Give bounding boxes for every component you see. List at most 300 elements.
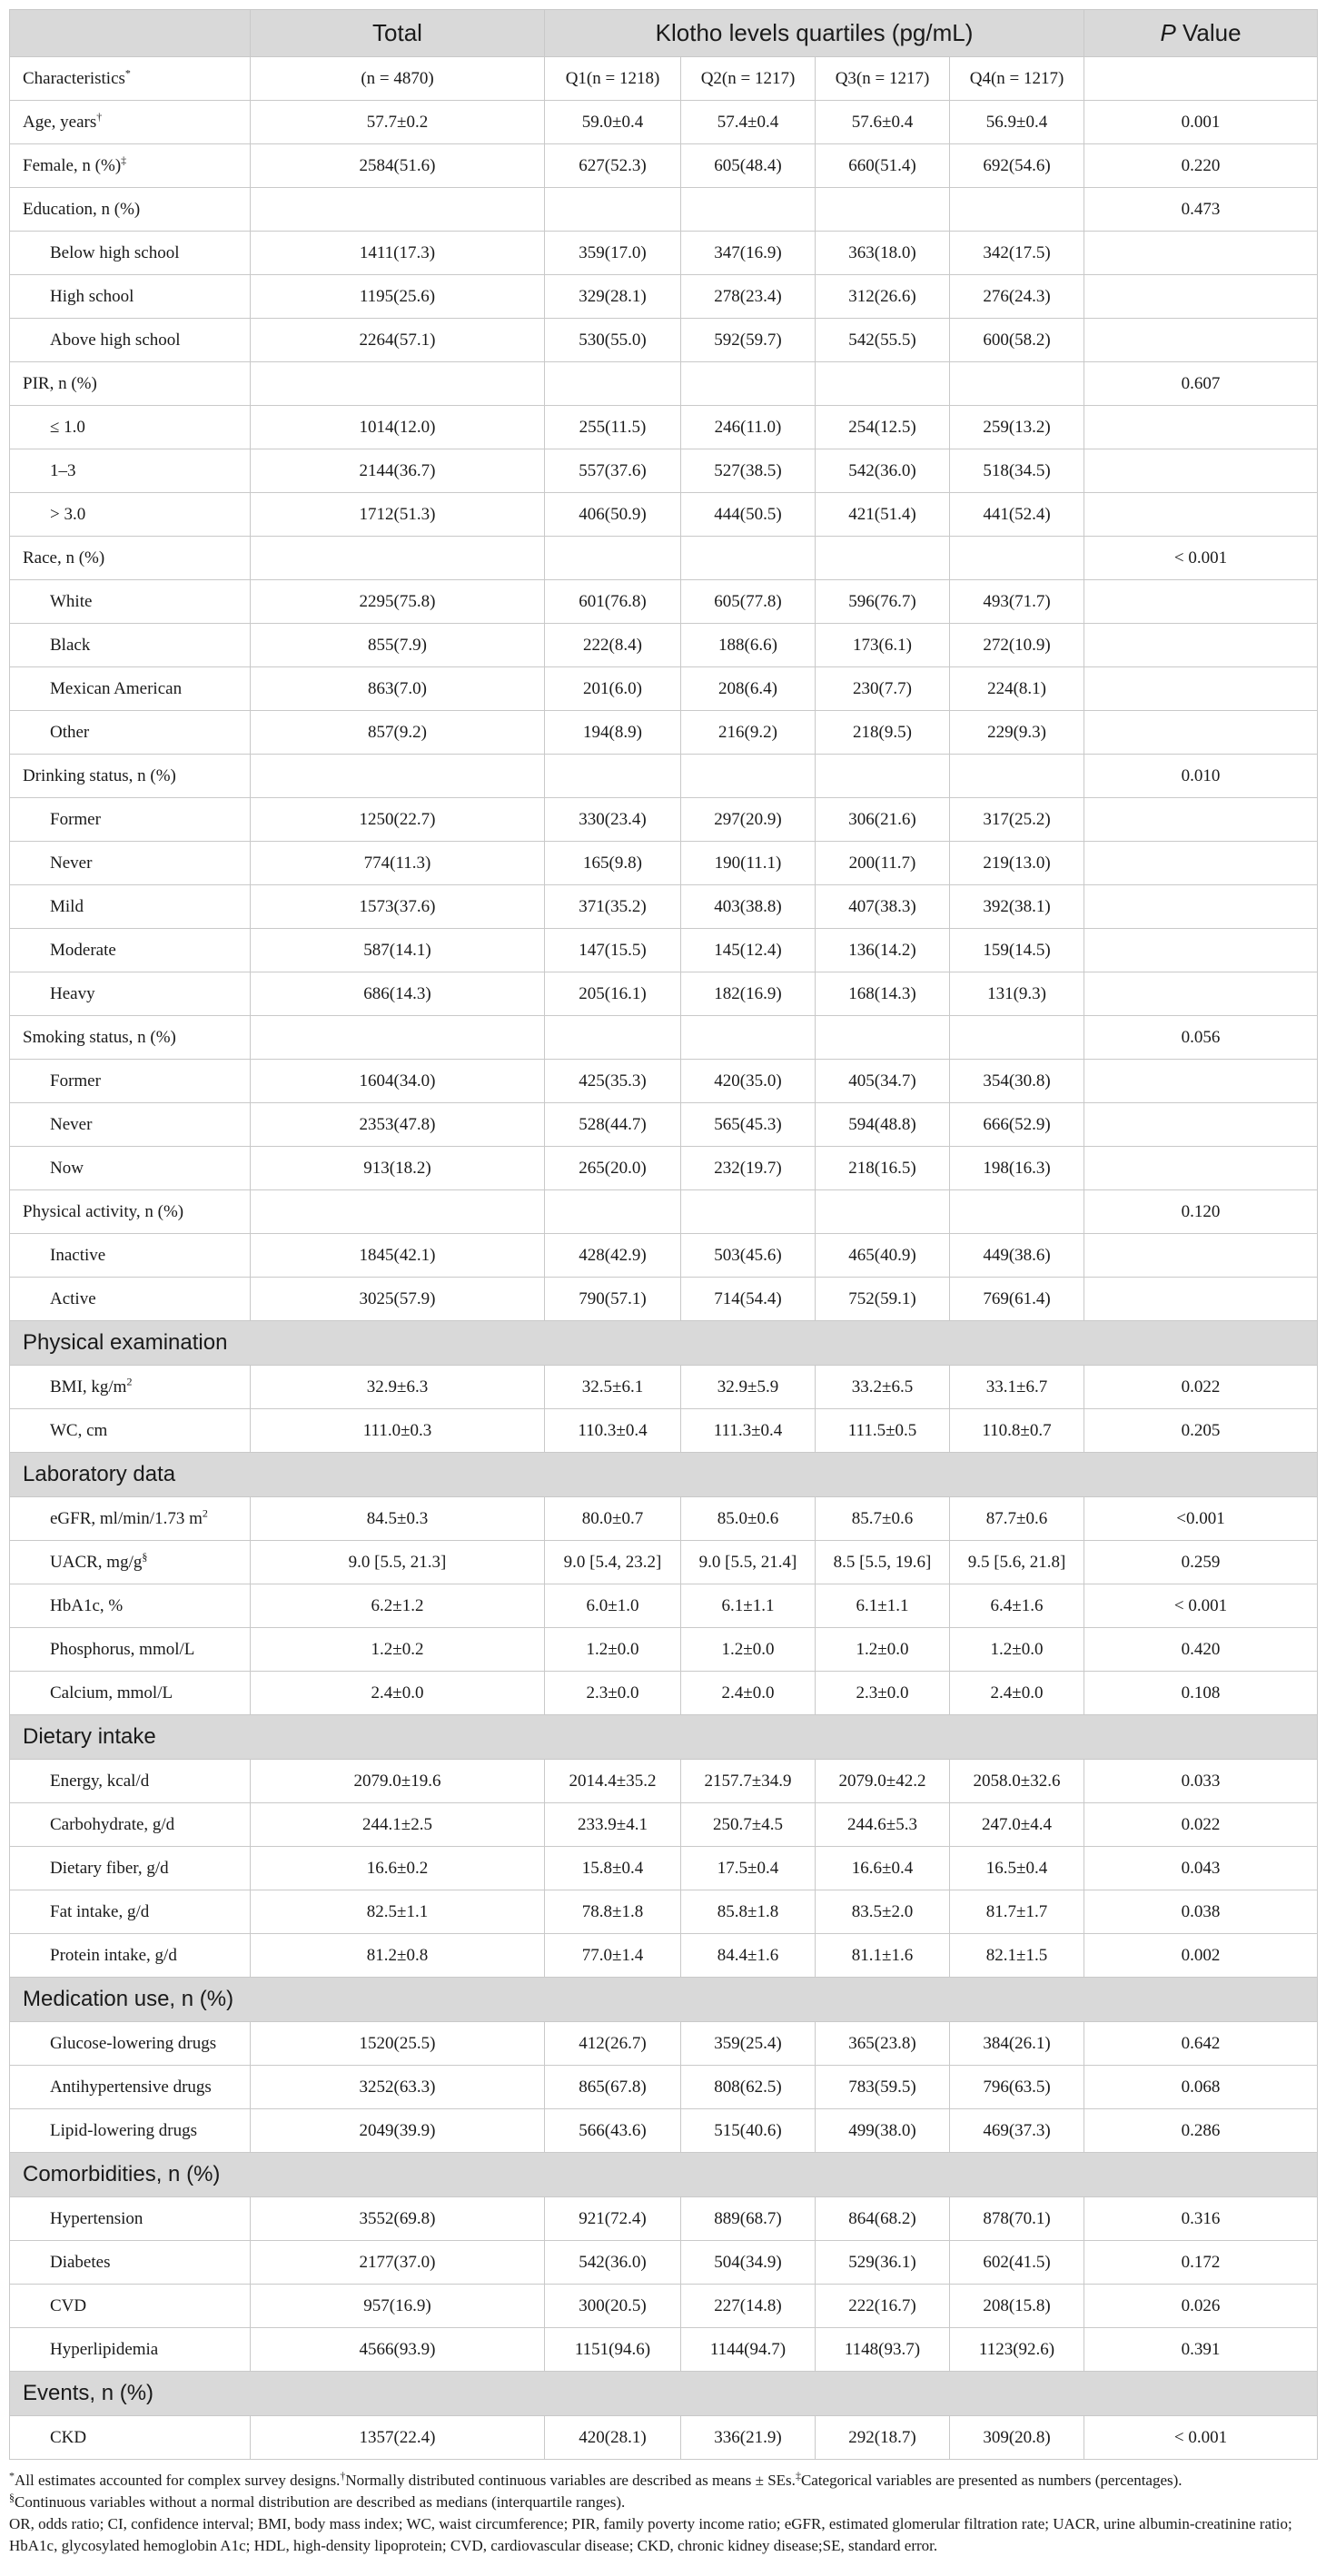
row-label: [10, 1409, 251, 1453]
value-cell: 2.4±0.0: [251, 1672, 545, 1715]
value-cell: 441(52.4): [950, 493, 1084, 537]
row-label-superscript: 2: [202, 1506, 208, 1520]
value-cell: 3552(69.8): [251, 2197, 545, 2241]
value-cell: 16.6±0.4: [816, 1847, 950, 1890]
value-cell: 2295(75.8): [251, 580, 545, 624]
table-row: [10, 580, 1318, 624]
value-cell: [816, 188, 950, 232]
row-label-text: eGFR, ml/min/1.73 m: [50, 1508, 203, 1528]
value-cell: [251, 1190, 545, 1234]
value-cell: 666(52.9): [950, 1103, 1084, 1147]
value-cell: 190(11.1): [681, 842, 816, 885]
value-cell: 600(58.2): [950, 319, 1084, 362]
row-label-text: > 3.0: [50, 504, 86, 524]
value-cell: 250.7±4.5: [681, 1803, 816, 1847]
value-cell: 1.2±0.0: [950, 1628, 1084, 1672]
value-cell: 110.8±0.7: [950, 1409, 1084, 1453]
row-label-text: Other: [50, 722, 90, 742]
table-row: [10, 1016, 1318, 1060]
value-cell: 1357(22.4): [251, 2416, 545, 2460]
footnote-abbreviations: OR, odds ratio; CI, confidence interval; BMI, body mass index; WC, waist circumference; PIR, family poverty income ratio; eGFR, estimated glomerular filtration rate; UACR, urine albumin-creatinine ratio; HbA1c, glycosylated hemoglobin A1c; HDL, high-density lipoprotein; CVD, cardiovascular disease; CKD, chronic kidney disease;SE, standard error.: [9, 2515, 1292, 2554]
p-value-cell: 0.259: [1084, 1541, 1318, 1584]
row-label: [10, 1147, 251, 1190]
value-cell: 420(28.1): [545, 2416, 681, 2460]
header-p-value: [1084, 10, 1318, 57]
value-cell: 32.9±5.9: [681, 1366, 816, 1409]
p-value-cell: 0.205: [1084, 1409, 1318, 1453]
value-cell: 254(12.5): [816, 406, 950, 449]
p-value-cell: 0.607: [1084, 362, 1318, 406]
value-cell: 363(18.0): [816, 232, 950, 275]
value-cell: 131(9.3): [950, 972, 1084, 1016]
table-row: [10, 2285, 1318, 2328]
value-cell: 2079.0±42.2: [816, 1760, 950, 1803]
value-cell: 428(42.9): [545, 1234, 681, 1278]
value-cell: 1148(93.7): [816, 2328, 950, 2372]
value-cell: [816, 1190, 950, 1234]
table-row: [10, 1760, 1318, 1803]
row-label-text: Active: [50, 1288, 96, 1308]
value-cell: 857(9.2): [251, 711, 545, 755]
p-value-cell: [1084, 842, 1318, 885]
value-cell: 85.7±0.6: [816, 1497, 950, 1541]
row-label: [10, 144, 251, 188]
value-cell: 9.5 [5.6, 21.8]: [950, 1541, 1084, 1584]
row-label: [10, 1190, 251, 1234]
value-cell: 219(13.0): [950, 842, 1084, 885]
p-value-cell: 0.120: [1084, 1190, 1318, 1234]
value-cell: [545, 537, 681, 580]
row-label-text: Former: [50, 1071, 101, 1091]
value-cell: 224(8.1): [950, 667, 1084, 711]
value-cell: 82.1±1.5: [950, 1934, 1084, 1978]
row-label: [10, 2241, 251, 2285]
row-label-text: CKD: [50, 2427, 87, 2447]
value-cell: 2157.7±34.9: [681, 1760, 816, 1803]
value-cell: 790(57.1): [545, 1278, 681, 1321]
table-row: [10, 319, 1318, 362]
value-cell: 244.6±5.3: [816, 1803, 950, 1847]
table-row: [10, 144, 1318, 188]
value-cell: 317(25.2): [950, 798, 1084, 842]
row-label-text: Antihypertensive drugs: [50, 2077, 212, 2097]
p-value-cell: [1084, 1278, 1318, 1321]
row-label-text: HbA1c, %: [50, 1595, 124, 1615]
table-footnotes: [9, 2470, 1317, 2557]
row-label-text: WC, cm: [50, 1420, 108, 1440]
table-row: [10, 711, 1318, 755]
value-cell: 557(37.6): [545, 449, 681, 493]
value-cell: 407(38.3): [816, 885, 950, 929]
value-cell: 84.4±1.6: [681, 1934, 816, 1978]
row-label-text: Lipid-lowering drugs: [50, 2120, 198, 2140]
row-label-text: Education, n (%): [23, 199, 141, 219]
row-label-text: CVD: [50, 2295, 87, 2315]
value-cell: 465(40.9): [816, 1234, 950, 1278]
value-cell: 232(19.7): [681, 1147, 816, 1190]
row-label: [10, 842, 251, 885]
row-label: [10, 1934, 251, 1978]
value-cell: 392(38.1): [950, 885, 1084, 929]
p-value-cell: 0.642: [1084, 2022, 1318, 2066]
value-cell: 1.2±0.0: [816, 1628, 950, 1672]
value-cell: 1014(12.0): [251, 406, 545, 449]
value-cell: [816, 362, 950, 406]
row-label: [10, 1760, 251, 1803]
value-cell: 2.4±0.0: [681, 1672, 816, 1715]
header-quartiles: Klotho levels quartiles (pg/mL): [545, 10, 1084, 57]
table-body: [10, 57, 1318, 2460]
row-label: [10, 2416, 251, 2460]
value-cell: 1144(94.7): [681, 2328, 816, 2372]
value-cell: [950, 362, 1084, 406]
p-value-cell: [1084, 885, 1318, 929]
p-value-cell: [1084, 667, 1318, 711]
footnote-marker: §: [9, 2491, 15, 2504]
value-cell: 469(37.3): [950, 2109, 1084, 2153]
value-cell: 173(6.1): [816, 624, 950, 667]
table-row: [10, 2241, 1318, 2285]
p-value-cell: [1084, 57, 1318, 101]
value-cell: 359(17.0): [545, 232, 681, 275]
value-cell: 1195(25.6): [251, 275, 545, 319]
row-label-text: Drinking status, n (%): [23, 765, 176, 785]
section-header-row: [10, 1715, 1318, 1760]
row-label-text: Age, years: [23, 112, 97, 132]
table-row: [10, 275, 1318, 319]
value-cell: 33.1±6.7: [950, 1366, 1084, 1409]
value-cell: 244.1±2.5: [251, 1803, 545, 1847]
value-cell: 227(14.8): [681, 2285, 816, 2328]
row-label-text: Phosphorus, mmol/L: [50, 1639, 195, 1659]
section-header-row: [10, 1453, 1318, 1497]
value-cell: 602(41.5): [950, 2241, 1084, 2285]
value-cell: 59.0±0.4: [545, 101, 681, 144]
value-cell: 8.5 [5.5, 19.6]: [816, 1541, 950, 1584]
row-label-text: 1–3: [50, 460, 76, 480]
value-cell: 528(44.7): [545, 1103, 681, 1147]
row-label-text: UACR, mg/g: [50, 1552, 143, 1572]
table-row: [10, 2109, 1318, 2153]
p-value-cell: 0.056: [1084, 1016, 1318, 1060]
row-label-text: Mexican American: [50, 678, 183, 698]
value-cell: 6.1±1.1: [681, 1584, 816, 1628]
table-row: [10, 1278, 1318, 1321]
row-label: [10, 537, 251, 580]
value-cell: 200(11.7): [816, 842, 950, 885]
value-cell: 259(13.2): [950, 406, 1084, 449]
row-label: [10, 1890, 251, 1934]
row-label: [10, 275, 251, 319]
value-cell: 9.0 [5.5, 21.4]: [681, 1541, 816, 1584]
value-cell: 33.2±6.5: [816, 1366, 950, 1409]
value-cell: 205(16.1): [545, 972, 681, 1016]
p-value-cell: 0.220: [1084, 144, 1318, 188]
value-cell: 82.5±1.1: [251, 1890, 545, 1934]
value-cell: 359(25.4): [681, 2022, 816, 2066]
value-cell: 347(16.9): [681, 232, 816, 275]
p-value-cell: < 0.001: [1084, 2416, 1318, 2460]
value-cell: 1.2±0.0: [681, 1628, 816, 1672]
value-cell: 300(20.5): [545, 2285, 681, 2328]
value-cell: 1712(51.3): [251, 493, 545, 537]
value-cell: 518(34.5): [950, 449, 1084, 493]
value-cell: 230(7.7): [816, 667, 950, 711]
p-value-cell: [1084, 929, 1318, 972]
value-cell: 83.5±2.0: [816, 1890, 950, 1934]
row-label: [10, 972, 251, 1016]
row-label: [10, 1541, 251, 1584]
row-label: [10, 2066, 251, 2109]
row-label-text: ≤ 1.0: [50, 417, 85, 437]
p-value-cell: 0.026: [1084, 2285, 1318, 2328]
row-label: [10, 1803, 251, 1847]
value-cell: 412(26.7): [545, 2022, 681, 2066]
p-value-cell: < 0.001: [1084, 1584, 1318, 1628]
value-cell: 1411(17.3): [251, 232, 545, 275]
table-row: [10, 188, 1318, 232]
value-cell: 17.5±0.4: [681, 1847, 816, 1890]
value-cell: 913(18.2): [251, 1147, 545, 1190]
value-cell: 365(23.8): [816, 2022, 950, 2066]
row-label-text: Former: [50, 809, 101, 829]
p-value-cell: 0.010: [1084, 755, 1318, 798]
value-cell: 218(16.5): [816, 1147, 950, 1190]
row-label-text: Never: [50, 853, 93, 873]
value-cell: 2177(37.0): [251, 2241, 545, 2285]
value-cell: 147(15.5): [545, 929, 681, 972]
row-label: [10, 2022, 251, 2066]
value-cell: 6.4±1.6: [950, 1584, 1084, 1628]
section-title: Events, n (%): [10, 2372, 1318, 2416]
table-row: [10, 1584, 1318, 1628]
value-cell: [816, 755, 950, 798]
value-cell: 1604(34.0): [251, 1060, 545, 1103]
section-header-row: [10, 2153, 1318, 2197]
p-value-cell: 0.068: [1084, 2066, 1318, 2109]
row-label-superscript: 2: [126, 1375, 133, 1388]
value-cell: 566(43.6): [545, 2109, 681, 2153]
row-label-text: Calcium, mmol/L: [50, 1683, 173, 1703]
value-cell: 3252(63.3): [251, 2066, 545, 2109]
value-cell: 2049(39.9): [251, 2109, 545, 2153]
value-cell: [251, 188, 545, 232]
row-label: [10, 101, 251, 144]
value-cell: 405(34.7): [816, 1060, 950, 1103]
value-cell: 111.0±0.3: [251, 1409, 545, 1453]
section-header-row: [10, 2372, 1318, 2416]
value-cell: 255(11.5): [545, 406, 681, 449]
value-cell: 56.9±0.4: [950, 101, 1084, 144]
value-cell: 87.7±0.6: [950, 1497, 1084, 1541]
value-cell: 1151(94.6): [545, 2328, 681, 2372]
value-cell: 84.5±0.3: [251, 1497, 545, 1541]
value-cell: 136(14.2): [816, 929, 950, 972]
value-cell: 2.3±0.0: [545, 1672, 681, 1715]
value-cell: [950, 1016, 1084, 1060]
p-value-cell: [1084, 406, 1318, 449]
value-cell: 218(9.5): [816, 711, 950, 755]
value-cell: 194(8.9): [545, 711, 681, 755]
value-cell: 601(76.8): [545, 580, 681, 624]
row-label: [10, 667, 251, 711]
value-cell: 168(14.3): [816, 972, 950, 1016]
table-row: [10, 1890, 1318, 1934]
value-cell: 449(38.6): [950, 1234, 1084, 1278]
table-row: [10, 101, 1318, 144]
value-cell: 336(21.9): [681, 2416, 816, 2460]
p-value-cell: 0.473: [1084, 188, 1318, 232]
row-label: [10, 755, 251, 798]
row-label-text: Above high school: [50, 330, 181, 350]
value-cell: 80.0±0.7: [545, 1497, 681, 1541]
row-label: [10, 1847, 251, 1890]
p-value-cell: 0.391: [1084, 2328, 1318, 2372]
value-cell: 265(20.0): [545, 1147, 681, 1190]
table-row: [10, 1409, 1318, 1453]
row-label-superscript: ‡: [121, 153, 127, 167]
row-label-text: Moderate: [50, 940, 116, 960]
value-cell: 2353(47.8): [251, 1103, 545, 1147]
row-label: [10, 493, 251, 537]
p-value-cell: [1084, 319, 1318, 362]
row-label-text: Smoking status, n (%): [23, 1027, 176, 1047]
table-row: [10, 667, 1318, 711]
value-cell: 1123(92.6): [950, 2328, 1084, 2372]
footnote-text: All estimates accounted for complex survey designs.: [15, 2472, 341, 2489]
footnote-line-1: [9, 2470, 1317, 2492]
row-label-text: Fat intake, g/d: [50, 1901, 150, 1921]
table-row: [10, 1803, 1318, 1847]
value-cell: [681, 188, 816, 232]
p-value-cell: 0.022: [1084, 1803, 1318, 1847]
value-cell: 9.0 [5.4, 23.2]: [545, 1541, 681, 1584]
footnote-text: Continuous variables without a normal distribution are described as medians (interquartile ranges).: [15, 2493, 626, 2511]
header-p-letter: P: [1160, 19, 1176, 46]
table-row: [10, 1366, 1318, 1409]
value-cell: 77.0±1.4: [545, 1934, 681, 1978]
row-label-superscript: *: [124, 66, 131, 80]
value-cell: 592(59.7): [681, 319, 816, 362]
p-value-cell: [1084, 275, 1318, 319]
row-label-text: Never: [50, 1114, 93, 1134]
value-cell: [950, 755, 1084, 798]
row-label: [10, 1016, 251, 1060]
value-cell: 208(6.4): [681, 667, 816, 711]
value-cell: [950, 1190, 1084, 1234]
value-cell: 81.1±1.6: [816, 1934, 950, 1978]
value-cell: 774(11.3): [251, 842, 545, 885]
row-label-text: Female, n (%): [23, 155, 122, 175]
value-cell: 542(55.5): [816, 319, 950, 362]
section-title: Comorbidities, n (%): [10, 2153, 1318, 2197]
value-cell: 145(12.4): [681, 929, 816, 972]
value-cell: 714(54.4): [681, 1278, 816, 1321]
value-cell: Q4(n = 1217): [950, 57, 1084, 101]
row-label: [10, 2285, 251, 2328]
value-cell: [251, 537, 545, 580]
row-label: [10, 2109, 251, 2153]
value-cell: 444(50.5): [681, 493, 816, 537]
value-cell: [950, 188, 1084, 232]
section-title: Physical examination: [10, 1321, 1318, 1366]
table-row: [10, 755, 1318, 798]
value-cell: 783(59.5): [816, 2066, 950, 2109]
value-cell: 247.0±4.4: [950, 1803, 1084, 1847]
p-value-cell: 0.286: [1084, 2109, 1318, 2153]
value-cell: 605(77.8): [681, 580, 816, 624]
footnote-text: Categorical variables are presented as numbers (percentages).: [800, 2472, 1183, 2489]
value-cell: 9.0 [5.5, 21.3]: [251, 1541, 545, 1584]
p-value-cell: 0.172: [1084, 2241, 1318, 2285]
value-cell: 306(21.6): [816, 798, 950, 842]
value-cell: [545, 1016, 681, 1060]
table-row: [10, 1628, 1318, 1672]
value-cell: 878(70.1): [950, 2197, 1084, 2241]
table-row: [10, 362, 1318, 406]
row-label: [10, 885, 251, 929]
value-cell: 627(52.3): [545, 144, 681, 188]
p-value-cell: 0.022: [1084, 1366, 1318, 1409]
row-label: [10, 2328, 251, 2372]
value-cell: 686(14.3): [251, 972, 545, 1016]
value-cell: 354(30.8): [950, 1060, 1084, 1103]
p-value-cell: <0.001: [1084, 1497, 1318, 1541]
table-row: [10, 406, 1318, 449]
value-cell: 222(16.7): [816, 2285, 950, 2328]
value-cell: 329(28.1): [545, 275, 681, 319]
p-value-cell: [1084, 449, 1318, 493]
value-cell: 57.6±0.4: [816, 101, 950, 144]
value-cell: [950, 537, 1084, 580]
value-cell: 529(36.1): [816, 2241, 950, 2285]
value-cell: 233.9±4.1: [545, 1803, 681, 1847]
value-cell: 425(35.3): [545, 1060, 681, 1103]
p-value-cell: [1084, 232, 1318, 275]
value-cell: 864(68.2): [816, 2197, 950, 2241]
value-cell: 1845(42.1): [251, 1234, 545, 1278]
value-cell: 81.2±0.8: [251, 1934, 545, 1978]
header-row: [10, 10, 1318, 57]
value-cell: [681, 1190, 816, 1234]
value-cell: 6.2±1.2: [251, 1584, 545, 1628]
table-row: [10, 57, 1318, 101]
value-cell: 530(55.0): [545, 319, 681, 362]
row-label-text: Below high school: [50, 242, 180, 262]
value-cell: 15.8±0.4: [545, 1847, 681, 1890]
table-row: [10, 232, 1318, 275]
value-cell: [251, 755, 545, 798]
value-cell: 692(54.6): [950, 144, 1084, 188]
value-cell: [251, 362, 545, 406]
p-value-cell: [1084, 580, 1318, 624]
row-label-text: Black: [50, 635, 91, 655]
row-label: [10, 232, 251, 275]
p-value-cell: 0.002: [1084, 1934, 1318, 1978]
value-cell: 57.4±0.4: [681, 101, 816, 144]
row-label-text: Diabetes: [50, 2252, 111, 2272]
p-value-cell: [1084, 972, 1318, 1016]
value-cell: 111.5±0.5: [816, 1409, 950, 1453]
row-label-text: Characteristics: [23, 68, 125, 88]
value-cell: 188(6.6): [681, 624, 816, 667]
value-cell: 403(38.8): [681, 885, 816, 929]
row-label-superscript: §: [142, 1550, 148, 1564]
value-cell: 889(68.7): [681, 2197, 816, 2241]
row-label: [10, 1672, 251, 1715]
value-cell: 406(50.9): [545, 493, 681, 537]
header-p-rest: Value: [1175, 19, 1242, 46]
